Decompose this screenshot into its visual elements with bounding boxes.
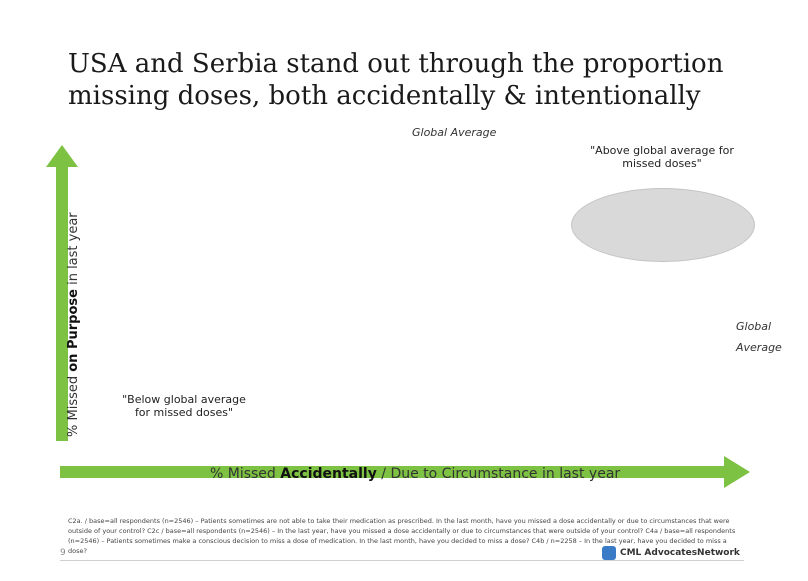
logo-icon (602, 546, 616, 560)
global-average-right-line-1: Global (736, 320, 772, 333)
above-average-label: "Above global average for missed doses" (590, 144, 734, 170)
y-axis-label (66, 212, 81, 437)
above-average-ellipse (571, 188, 755, 262)
global-average-right-line-2: Average (736, 341, 782, 354)
slide-title (68, 48, 768, 112)
global-average-top-label: Global Average (412, 126, 497, 139)
y-axis-label-suffix: in last year (66, 212, 81, 290)
y-axis-label-emphasis: on Purpose (66, 289, 81, 372)
logo-text: CML AdvocatesNetwork (620, 548, 740, 558)
x-axis-label-emphasis: Accidentally (280, 466, 377, 482)
title-line-1: USA and Serbia stand out through the proportion (68, 49, 724, 79)
global-average-right-label (736, 320, 782, 354)
x-axis-label-prefix: % Missed (210, 466, 281, 482)
footer-divider (60, 560, 744, 561)
x-axis-label (210, 466, 620, 482)
x-axis-label-suffix: / Due to Circumstance in last year (376, 466, 621, 482)
footer-logo (602, 546, 740, 560)
title-line-2: missing doses, both accidentally & intentionally (68, 81, 701, 111)
below-average-label: "Below global average for missed doses" (122, 393, 246, 419)
footnote: C2a. / base=all respondents (n=2546) – Patients sometimes are not able to take their medication as prescribed. In the last month, have you missed a dose accidentally or due to circumstances that were outside of your control? C2c / base=all respondents (n=2546) – In the last year, have you missed a dose accidentally or due to circumstances that were outside of your control? C4a / base=all respondents (n=2546) – Patients sometimes make a conscious decision to miss a dose of medication. In the last month, have you decided to miss a dose? C4b / n=2258 – In the last year, have you decided to miss a dose? (68, 517, 736, 555)
slide-number: 9 (60, 548, 66, 558)
y-axis-label-prefix: % Missed (66, 371, 81, 437)
